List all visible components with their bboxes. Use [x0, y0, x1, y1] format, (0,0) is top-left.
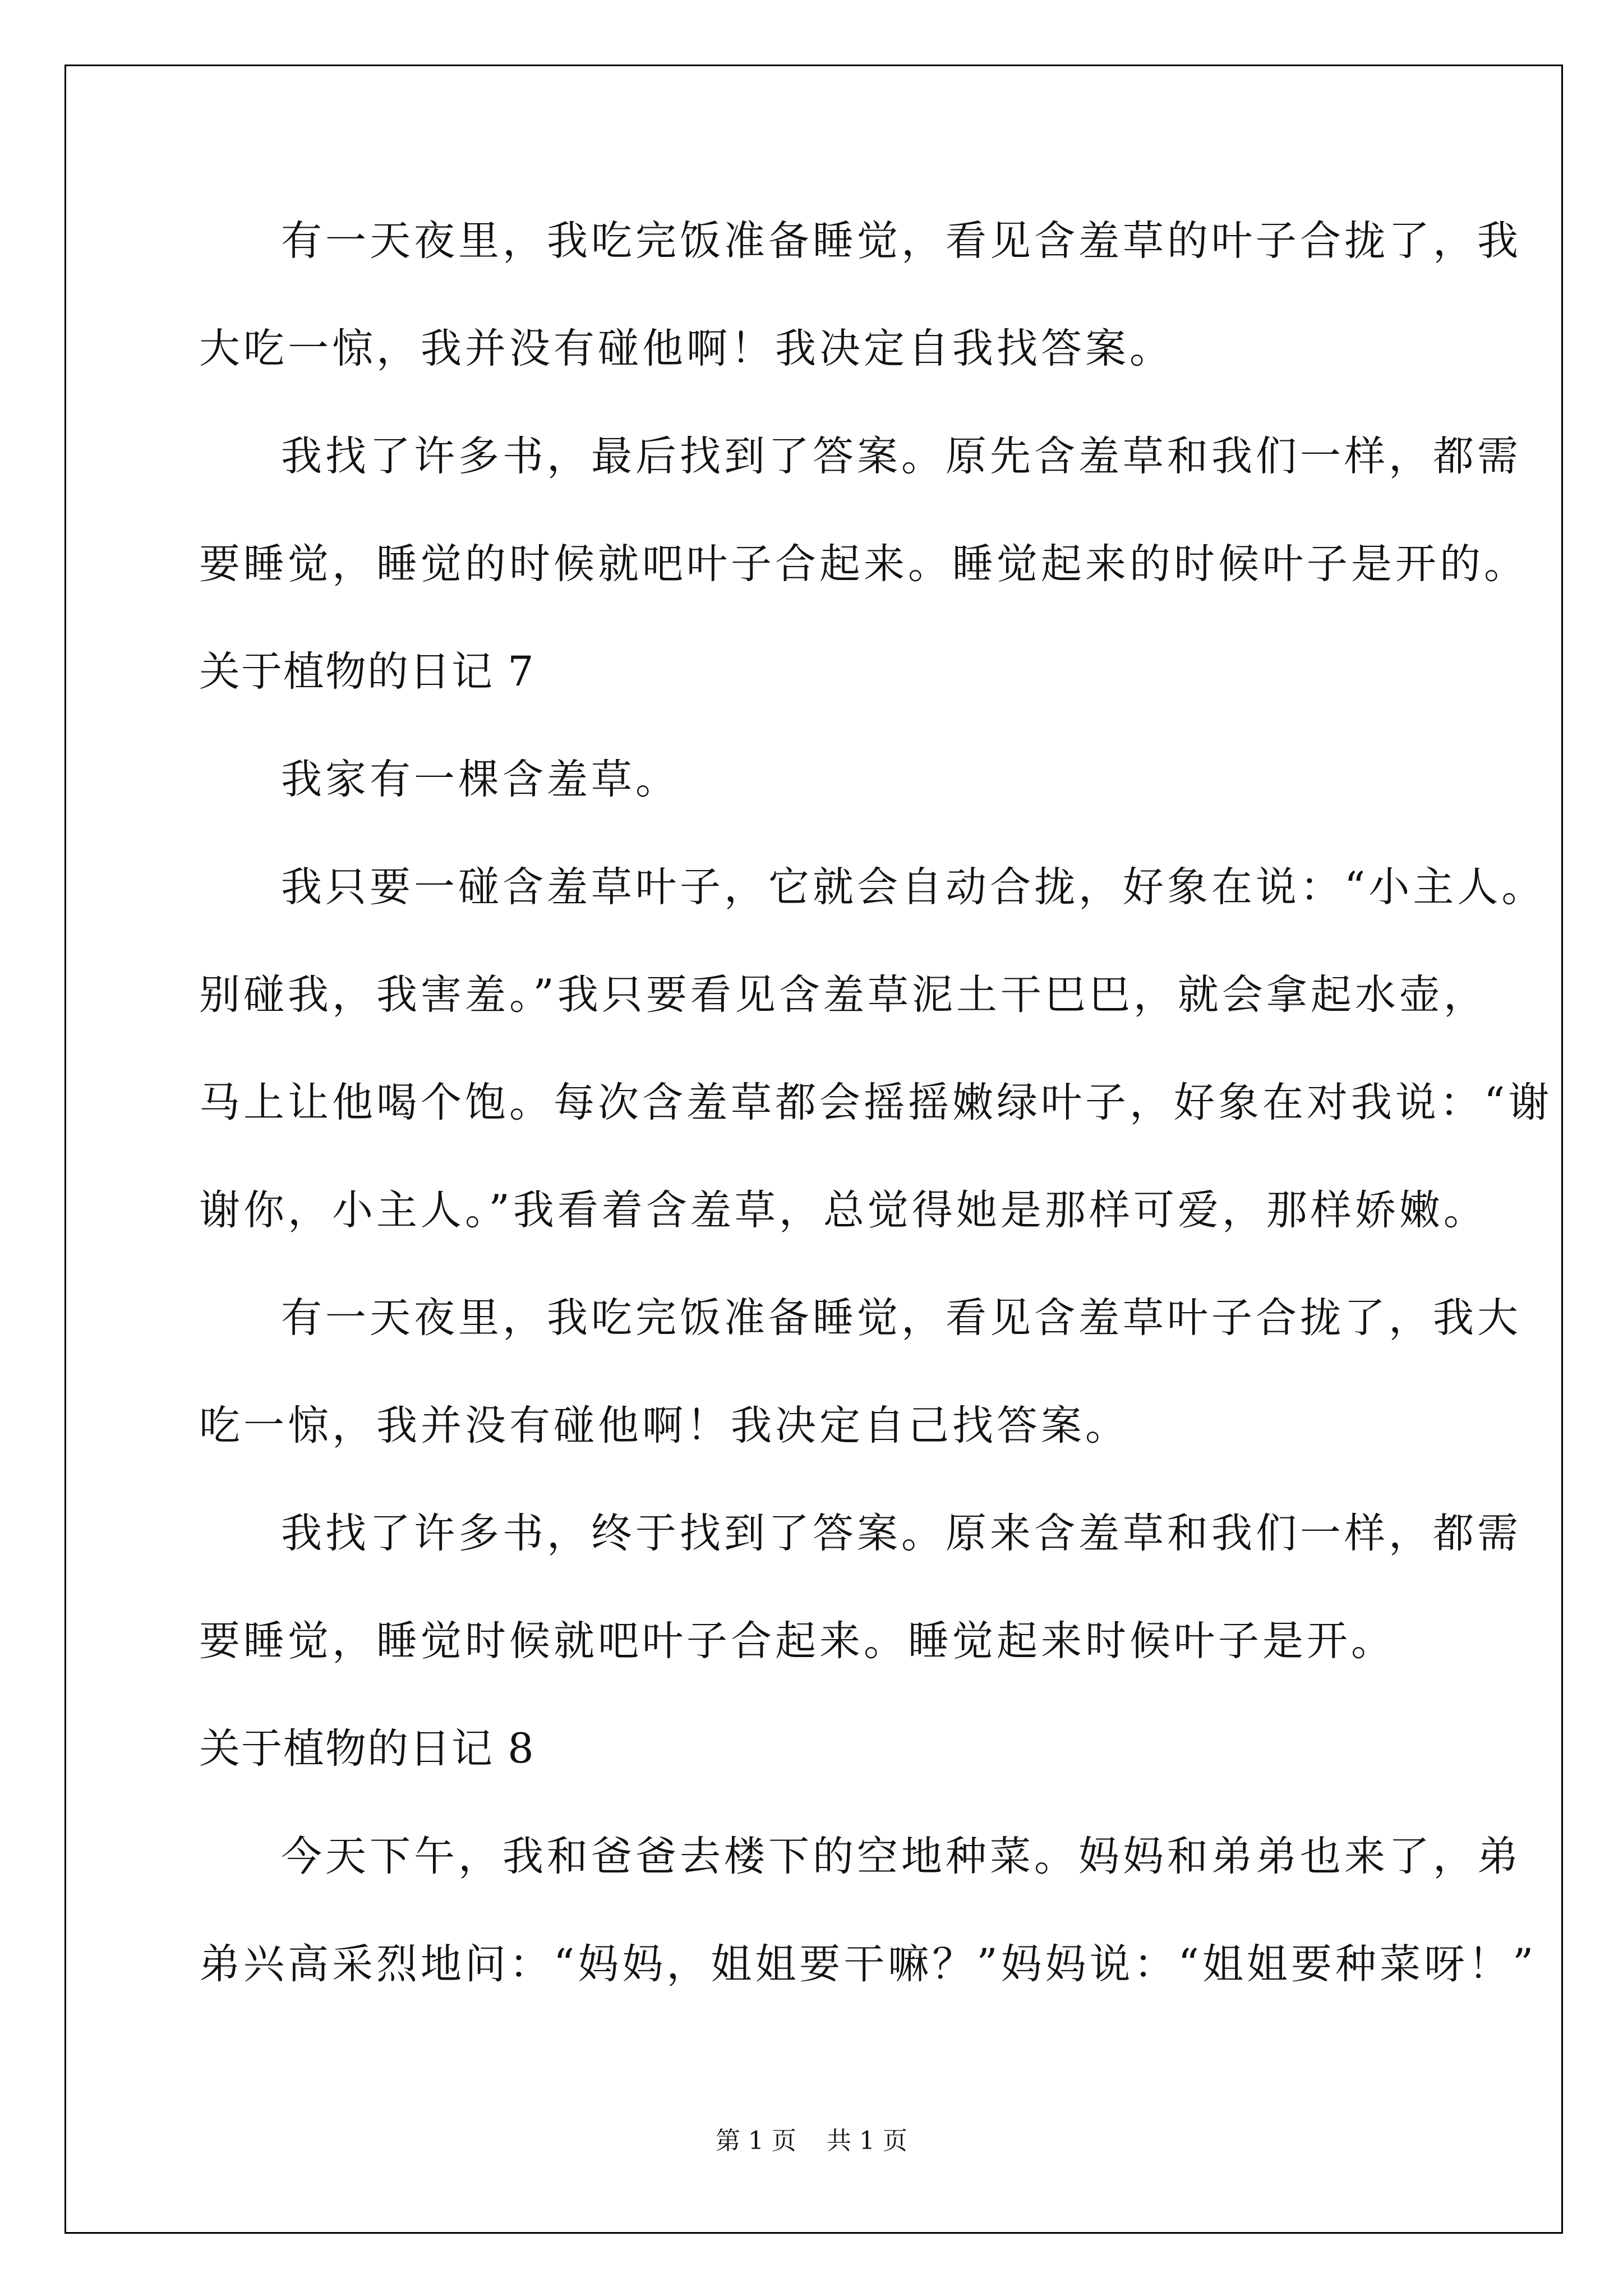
- page-footer: [0, 2120, 1623, 2156]
- text-line: 有一天夜里，我吃完饭准备睡觉，看见含羞草叶子合拢了，我大: [281, 1294, 1521, 1342]
- page-total: 共 1 页: [827, 2127, 907, 2155]
- page-number: 第 1 页: [716, 2127, 796, 2155]
- text-line: 弟兴高采烈地问：“妈妈，姐姐要干嘛？”妈妈说：“姐姐要种菜呀！”: [199, 1940, 1537, 1988]
- text-line: 要睡觉，睡觉时候就吧叶子合起来。睡觉起来时候叶子是开。: [199, 1617, 1395, 1665]
- text-line: 我找了许多书，最后找到了答案。原先含羞草和我们一样，都需: [281, 432, 1521, 480]
- text-line: 马上让他喝个饱。每次含羞草都会摇摇嫩绿叶子，好象在对我说：“谢: [199, 1079, 1553, 1126]
- section-heading: 关于植物的日记 7: [199, 648, 535, 696]
- text-line: 吃一惊，我并没有碰他啊！我决定自己找答案。: [199, 1402, 1129, 1450]
- text-line: 别碰我，我害羞。”我只要看见含羞草泥土干巴巴，就会拿起水壶，: [199, 971, 1488, 1019]
- text-line: 我找了许多书，终于找到了答案。原来含羞草和我们一样，都需: [281, 1510, 1521, 1557]
- text-line: 我家有一棵含羞草。: [281, 756, 680, 803]
- text-line: 有一天夜里，我吃完饭准备睡觉，看见含羞草的叶子合拢了，我: [281, 217, 1521, 265]
- text-line: 要睡觉，睡觉的时候就吧叶子合起来。睡觉起来的时候叶子是开的。: [199, 540, 1528, 588]
- text-line: 我只要一碰含羞草叶子，它就会自动合拢，好象在说：“小主人。: [281, 863, 1546, 911]
- text-line: 今天下午，我和爸爸去楼下的空地种菜。妈妈和弟弟也来了，弟: [281, 1833, 1521, 1880]
- text-line: 谢你，小主人。”我看着含羞草，总觉得她是那样可爱，那样娇嫩。: [199, 1186, 1488, 1234]
- text-line: 大吃一惊，我并没有碰他啊！我决定自我找答案。: [199, 325, 1174, 372]
- section-heading: 关于植物的日记 8: [199, 1725, 535, 1773]
- document-body: [199, 213, 1553, 2044]
